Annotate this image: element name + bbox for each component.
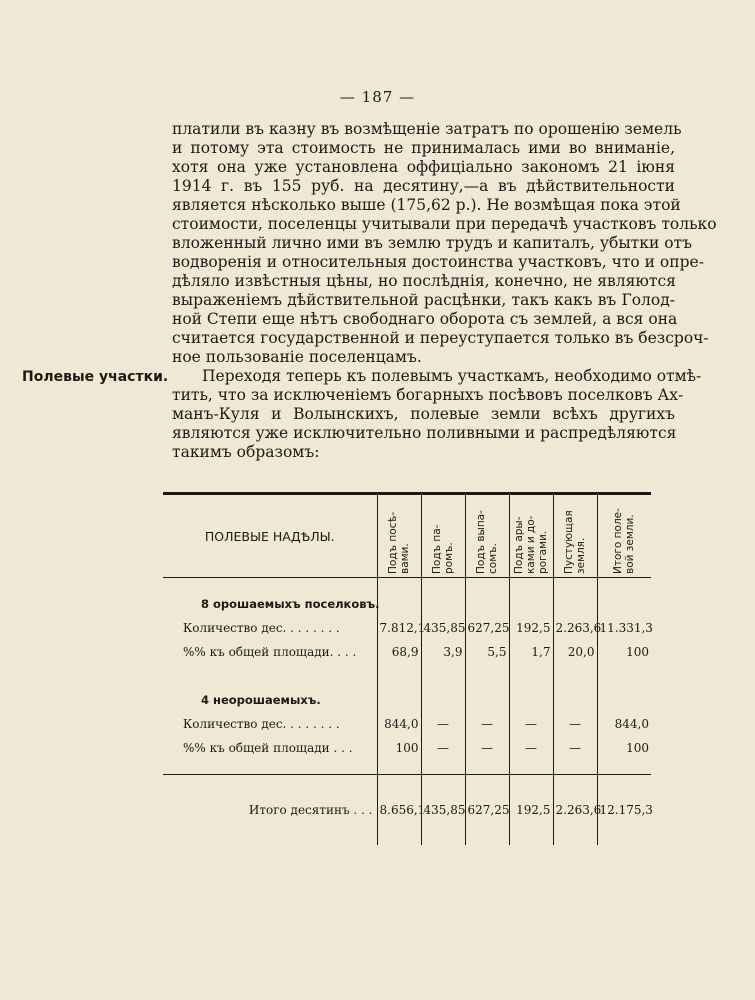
column-header: Подъ ары- ками и до- рогами. [509, 495, 553, 578]
field-allotments-table [163, 492, 651, 845]
table-row: %% къ общей площади. . . . 68,9 3,9 5,5 1,7 20,0 100 [163, 640, 651, 664]
text-line: водворенія и относительныя достоинства участковъ, что и опре- [172, 253, 704, 271]
text-line: манъ-Куля и Волынскихъ, полевые земли всѣхъ другихъ [172, 405, 675, 423]
text-line: вложенный лично ими въ землю трудъ и капиталъ, убытки отъ [172, 234, 692, 252]
table-header-label: ПОЛЕВЫЕ НАДѢЛЫ. [163, 495, 377, 578]
table-row: Количество дес. . . . . . . . 844,0 — — — — 844,0 [163, 712, 651, 736]
margin-note: Полевые участки. [22, 369, 169, 385]
text-line: выраженіемъ дѣйствительной расцѣнки, такъ какъ въ Голод- [172, 291, 675, 309]
text-line: стоимости, поселенцы учитывали при передачѣ участковъ только [172, 215, 717, 233]
text-line: хотя она уже установлена оффиціально закономъ 21 іюня [172, 158, 675, 176]
column-header: Подъ па- ромъ. [421, 495, 465, 578]
text-line: платили въ казну въ возмѣщеніе затратъ по орошенію земель [172, 120, 682, 138]
page-number: — 187 — [339, 88, 416, 106]
column-header: Подъ выпа- сомъ. [465, 495, 509, 578]
text-line: считается государственной и переуступается только въ безсроч- [172, 329, 709, 347]
text-line: и потому эта стоимость не принималась ими во вниманіе, [172, 139, 675, 157]
body-text [172, 120, 717, 462]
total-row: Итого десятинъ . . . 8.656,1 435,85 627,25 192,5 2.263,6 12.175,3 [163, 775, 651, 846]
table-row: %% къ общей площади . . . 100 — — — — 100 [163, 736, 651, 760]
table-row: Количество дес. . . . . . . . 7.812,1 435,85 627,25 192,5 2.263,6 11.331,3 [163, 616, 651, 640]
text-line: тить, что за исключеніемъ богарныхъ посѣвовъ поселковъ Ах- [172, 386, 684, 404]
section-title: 4 неорошаемыхъ. [163, 688, 377, 712]
text-line: является нѣсколько выше (175,62 р.). Не возмѣщая пока этой [172, 196, 681, 214]
text-line: ной Степи еще нѣтъ свободнаго оборота съ землей, а вся она [172, 310, 678, 328]
text-line: являются уже исключительно поливными и распредѣляются [172, 424, 677, 442]
text-line: Переходя теперь къ полевымъ участкамъ, необходимо отмѣ- [202, 367, 702, 385]
column-header: Пустующая земля. [553, 495, 597, 578]
section-title: 8 орошаемыхъ поселковъ. [163, 592, 377, 616]
text-line: ное пользованіе поселенцамъ. [172, 348, 422, 366]
text-line: такимъ образомъ: [172, 443, 320, 461]
column-header: Итого поле- вой земли. [597, 495, 651, 578]
text-line: дѣляло извѣстныя цѣны, но послѣднія, конечно, не являются [172, 272, 676, 290]
text-line: 1914 г. въ 155 руб. на десятину,—а въ дѣйствительности [172, 177, 675, 195]
column-header: Подъ посѣ- вами. [377, 495, 421, 578]
